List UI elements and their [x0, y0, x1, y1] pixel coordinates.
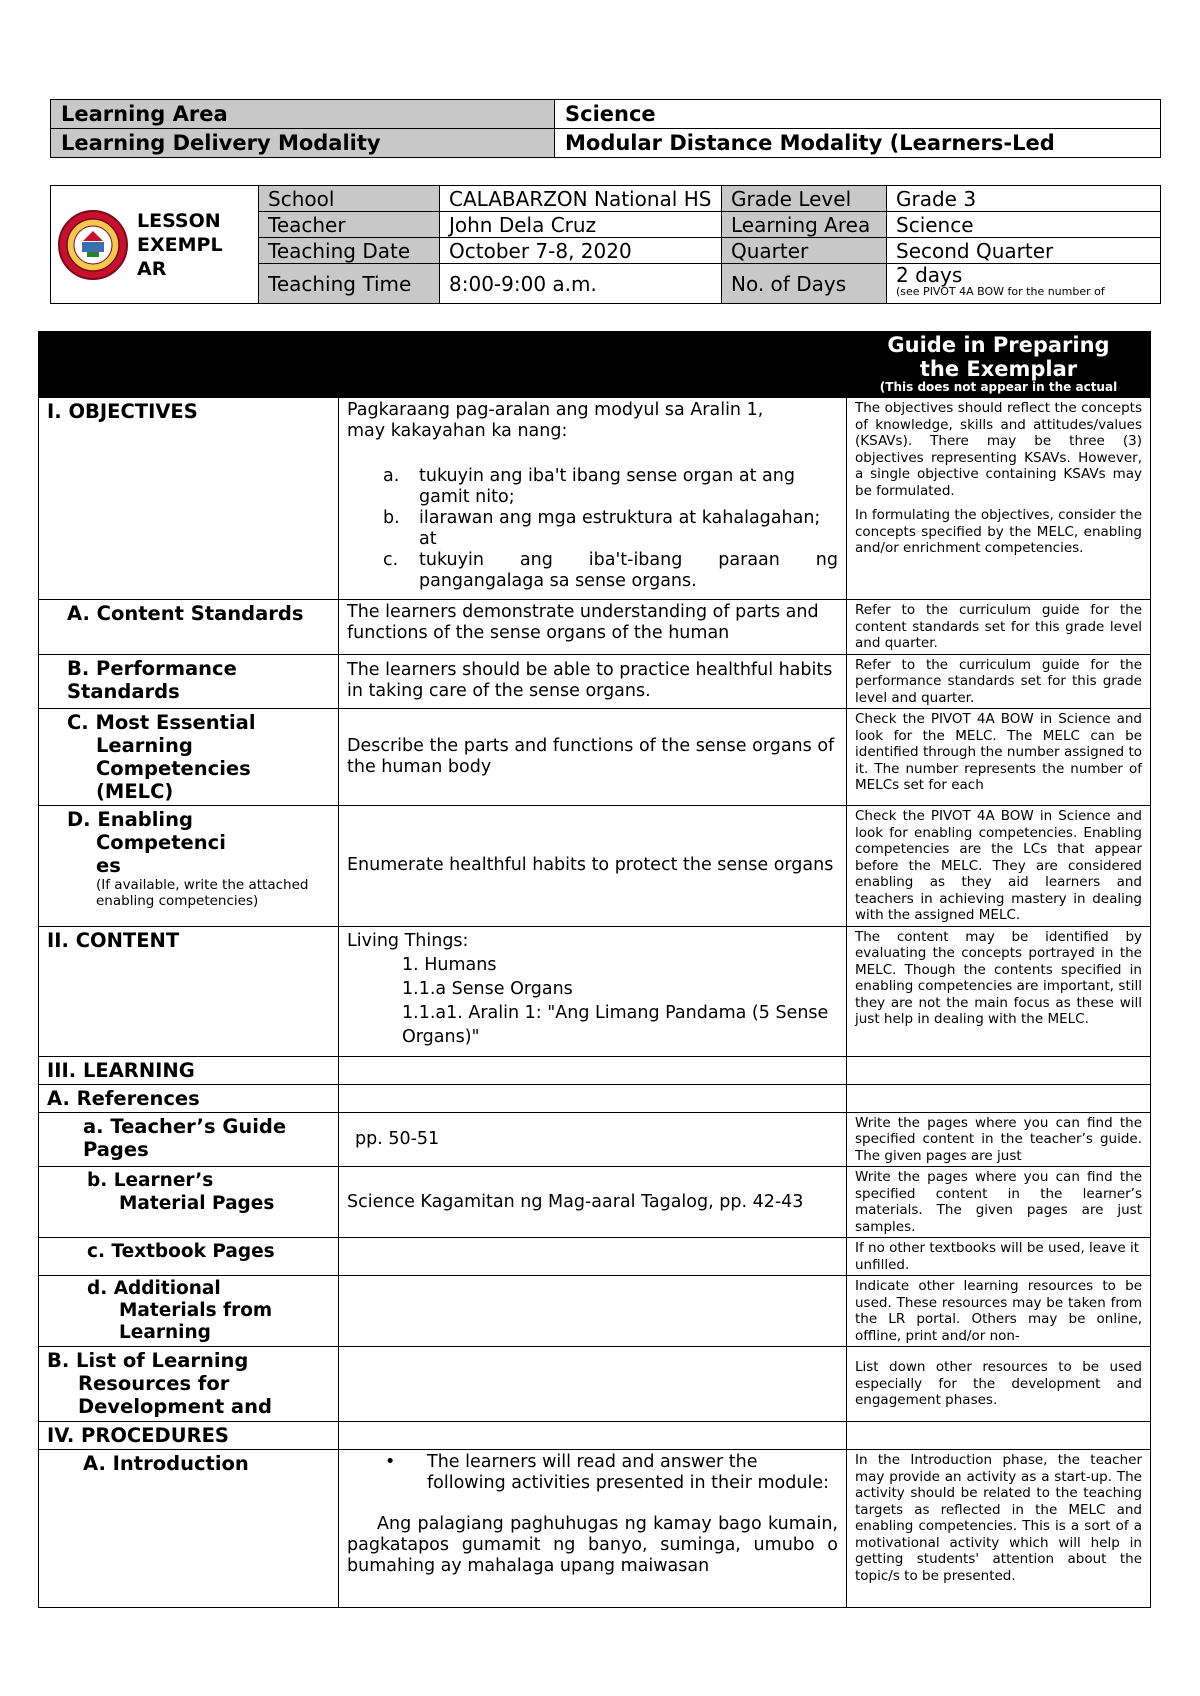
header-blank-1: [39, 332, 339, 398]
guide-header-sub: (This does not appear in the actual: [879, 380, 1118, 394]
objectives-guide-2: In formulating the objectives, consider the concepts specified by the MELC, enabling and/or enrichment competencies.: [855, 507, 1142, 556]
time-value: 8:00-9:00 a.m.: [440, 264, 722, 304]
procedures-blank-2: [339, 1422, 847, 1450]
lm-text: Science Kagamitan ng Mag-aaral Tagalog, pp. 42-43: [339, 1167, 847, 1238]
learning-area-label: Learning Area: [51, 100, 555, 129]
content-standards-text: The learners demonstrate understanding of parts and functions of the sense organs of the human: [339, 600, 847, 655]
lesson-header-table: [50, 185, 1161, 304]
lesson-title-line-2: EXEMPL: [137, 233, 223, 256]
melc-text: Describe the parts and functions of the sense organs of the human body: [339, 709, 847, 806]
references-blank-2: [339, 1084, 847, 1112]
tg-text: pp. 50-51: [339, 1112, 847, 1167]
performance-standards-label: B. Performance Standards: [39, 654, 339, 709]
objectives-intro-2: may kakayahan ka nang:: [347, 421, 568, 441]
teacher-label: Teacher: [259, 212, 440, 238]
date-label: Teaching Date: [259, 238, 440, 264]
content-standards-guide: Refer to the curriculum guide for the content standards set for this grade level and quarter.: [847, 600, 1151, 655]
learning-info-table: [50, 99, 1161, 158]
school-value: CALABARZON National HS: [440, 186, 722, 212]
intro-bullet: • The learners will read and answer the following activities presented in their module:: [385, 1452, 829, 1493]
am-guide: Indicate other learning resources to be used. These resources may be taken from the LR portal. Others may be online, offline, print and/or non-: [847, 1276, 1151, 1347]
intro-content: [339, 1450, 847, 1608]
learning-area-value: Science: [555, 100, 1161, 129]
objectives-guide: [847, 398, 1151, 600]
tb-blank: [339, 1238, 847, 1276]
quarter-label: Quarter: [722, 238, 887, 264]
guide-header-line-1: Guide in Preparing: [887, 333, 1110, 357]
enabling-label: D. Enabling Competenci es (If available, write the attached enabling competencies): [39, 806, 339, 927]
list-item: c. tukuyin ang iba't-ibang paraan ng pangangalaga sa sense organs.: [383, 550, 838, 591]
guide-header-cell: [847, 332, 1151, 398]
intro-paragraph: Ang palagiang paghuhugas ng kamay bago kumain, pagkatapos gumamit ng banyo, suminga, umubo o bumahing ay mahalaga upang maiwasan: [347, 1514, 838, 1576]
tg-label: a. Teacher’s Guide Pages: [39, 1112, 339, 1167]
tb-guide: If no other textbooks will be used, leave it unfilled.: [847, 1238, 1151, 1276]
area-value: Science: [887, 212, 1161, 238]
lr-guide: List down other resources to be used especially for the development and engagement phases.: [847, 1347, 1151, 1422]
time-label: Teaching Time: [259, 264, 440, 304]
lesson-title-line-1: LESSON: [137, 209, 221, 232]
lesson-title-line-3: AR: [137, 257, 167, 280]
enabling-text: Enumerate healthful habits to protect the sense organs: [339, 806, 847, 927]
melc-guide: Check the PIVOT 4A BOW in Science and look for the MELC. The MELC can be identified through the number assigned to it. The number represents the number of MELCs set for each: [847, 709, 1151, 806]
objectives-intro-1: Pagkaraang pag-aralan ang modyul sa Aralin 1,: [347, 400, 764, 420]
deped-seal-icon: [57, 209, 129, 281]
bullet-icon: •: [385, 1452, 396, 1472]
references-blank-3: [847, 1084, 1151, 1112]
objectives-label: I. OBJECTIVES: [39, 398, 339, 600]
teacher-value: John Dela Cruz: [440, 212, 722, 238]
procedures-label: IV. PROCEDURES: [39, 1422, 339, 1450]
lesson-exemplar-cell: [51, 186, 259, 304]
lr-label: B. List of Learning Resources for Development and: [39, 1347, 339, 1422]
content-standards-label: A. Content Standards: [39, 600, 339, 655]
list-item: a. tukuyin ang iba't ibang sense organ at ang gamit nito;: [383, 466, 795, 507]
modality-value: Modular Distance Modality (Learners-Led: [555, 129, 1161, 158]
lm-label: b. Learner’s Material Pages: [39, 1167, 339, 1238]
days-label: No. of Days: [722, 264, 887, 304]
intro-label: A. Introduction: [39, 1450, 339, 1608]
objectives-content: [339, 398, 847, 600]
intro-guide: In the Introduction phase, the teacher may provide an activity as a start-up. The activity should be related to the teaching targets as reflected in the MELC and enabling competencies. This is a sort of a motivational activity which will help in getting students' attention about the topic/s to be presented.: [847, 1450, 1151, 1608]
grade-value: Grade 3: [887, 186, 1161, 212]
lm-guide: Write the pages where you can find the specified content in the learner’s materials. The given pages are just samples.: [847, 1167, 1151, 1238]
guide-header-line-2: the Exemplar: [919, 357, 1078, 381]
tg-guide: Write the pages where you can find the specified content in the teacher’s guide. The given pages are just: [847, 1112, 1151, 1167]
content-label: II. CONTENT: [39, 926, 339, 1056]
learning-blank-2: [339, 1056, 847, 1084]
modality-label: Learning Delivery Modality: [51, 129, 555, 158]
date-value: October 7-8, 2020: [440, 238, 722, 264]
performance-standards-guide: Refer to the curriculum guide for the performance standards set for this grade level and quarter.: [847, 654, 1151, 709]
content-guide: The content may be identified by evaluating the concepts portrayed in the MELC. Though the contents specified in enabling competencies are important, still they are not the main focus as these will just help in dealing with the MELC.: [847, 926, 1151, 1056]
header-blank-2: [339, 332, 847, 398]
list-item: b. ilarawan ang mga estruktura at kahalagahan; at: [383, 508, 821, 549]
am-blank: [339, 1276, 847, 1347]
content-text: Living Things: 1. Humans 1.1.a Sense Organs 1.1.a1. Aralin 1: "Ang Limang Pandama (5 Sense Organs)": [339, 926, 847, 1056]
references-label: A. References: [39, 1084, 339, 1112]
area-label: Learning Area: [722, 212, 887, 238]
school-label: School: [259, 186, 440, 212]
melc-label: C. Most Essential Learning Competencies (MELC): [39, 709, 339, 806]
objectives-list: [347, 466, 838, 592]
lesson-exemplar-table: [38, 331, 1151, 1608]
enabling-guide: Check the PIVOT 4A BOW in Science and look for enabling competencies. Enabling competencies are the LCs that appear before the MELC. They are considered enabling as they aid learners and teachers in achieving mastery in dealing with the assigned MELC.: [847, 806, 1151, 927]
performance-standards-text: The learners should be able to practice healthful habits in taking care of the sense organs.: [339, 654, 847, 709]
procedures-blank-3: [847, 1422, 1151, 1450]
grade-label: Grade Level: [722, 186, 887, 212]
quarter-value: Second Quarter: [887, 238, 1161, 264]
am-label: d. Additional Materials from Learning: [39, 1276, 339, 1347]
learning-blank-3: [847, 1056, 1151, 1084]
days-value: 2 days: [896, 263, 963, 287]
learning-label: III. LEARNING: [39, 1056, 339, 1084]
tb-label: c. Textbook Pages: [39, 1238, 339, 1276]
objectives-guide-1: The objectives should reflect the concepts of knowledge, skills and attitudes/values (KSAVs). There may be three (3) objectives representing KSAVs. However, a single objective containing KSAVs may be formulated.: [855, 400, 1142, 499]
days-cell: [887, 264, 1161, 304]
days-note: (see PIVOT 4A BOW for the number of: [896, 285, 1105, 298]
lr-blank: [339, 1347, 847, 1422]
